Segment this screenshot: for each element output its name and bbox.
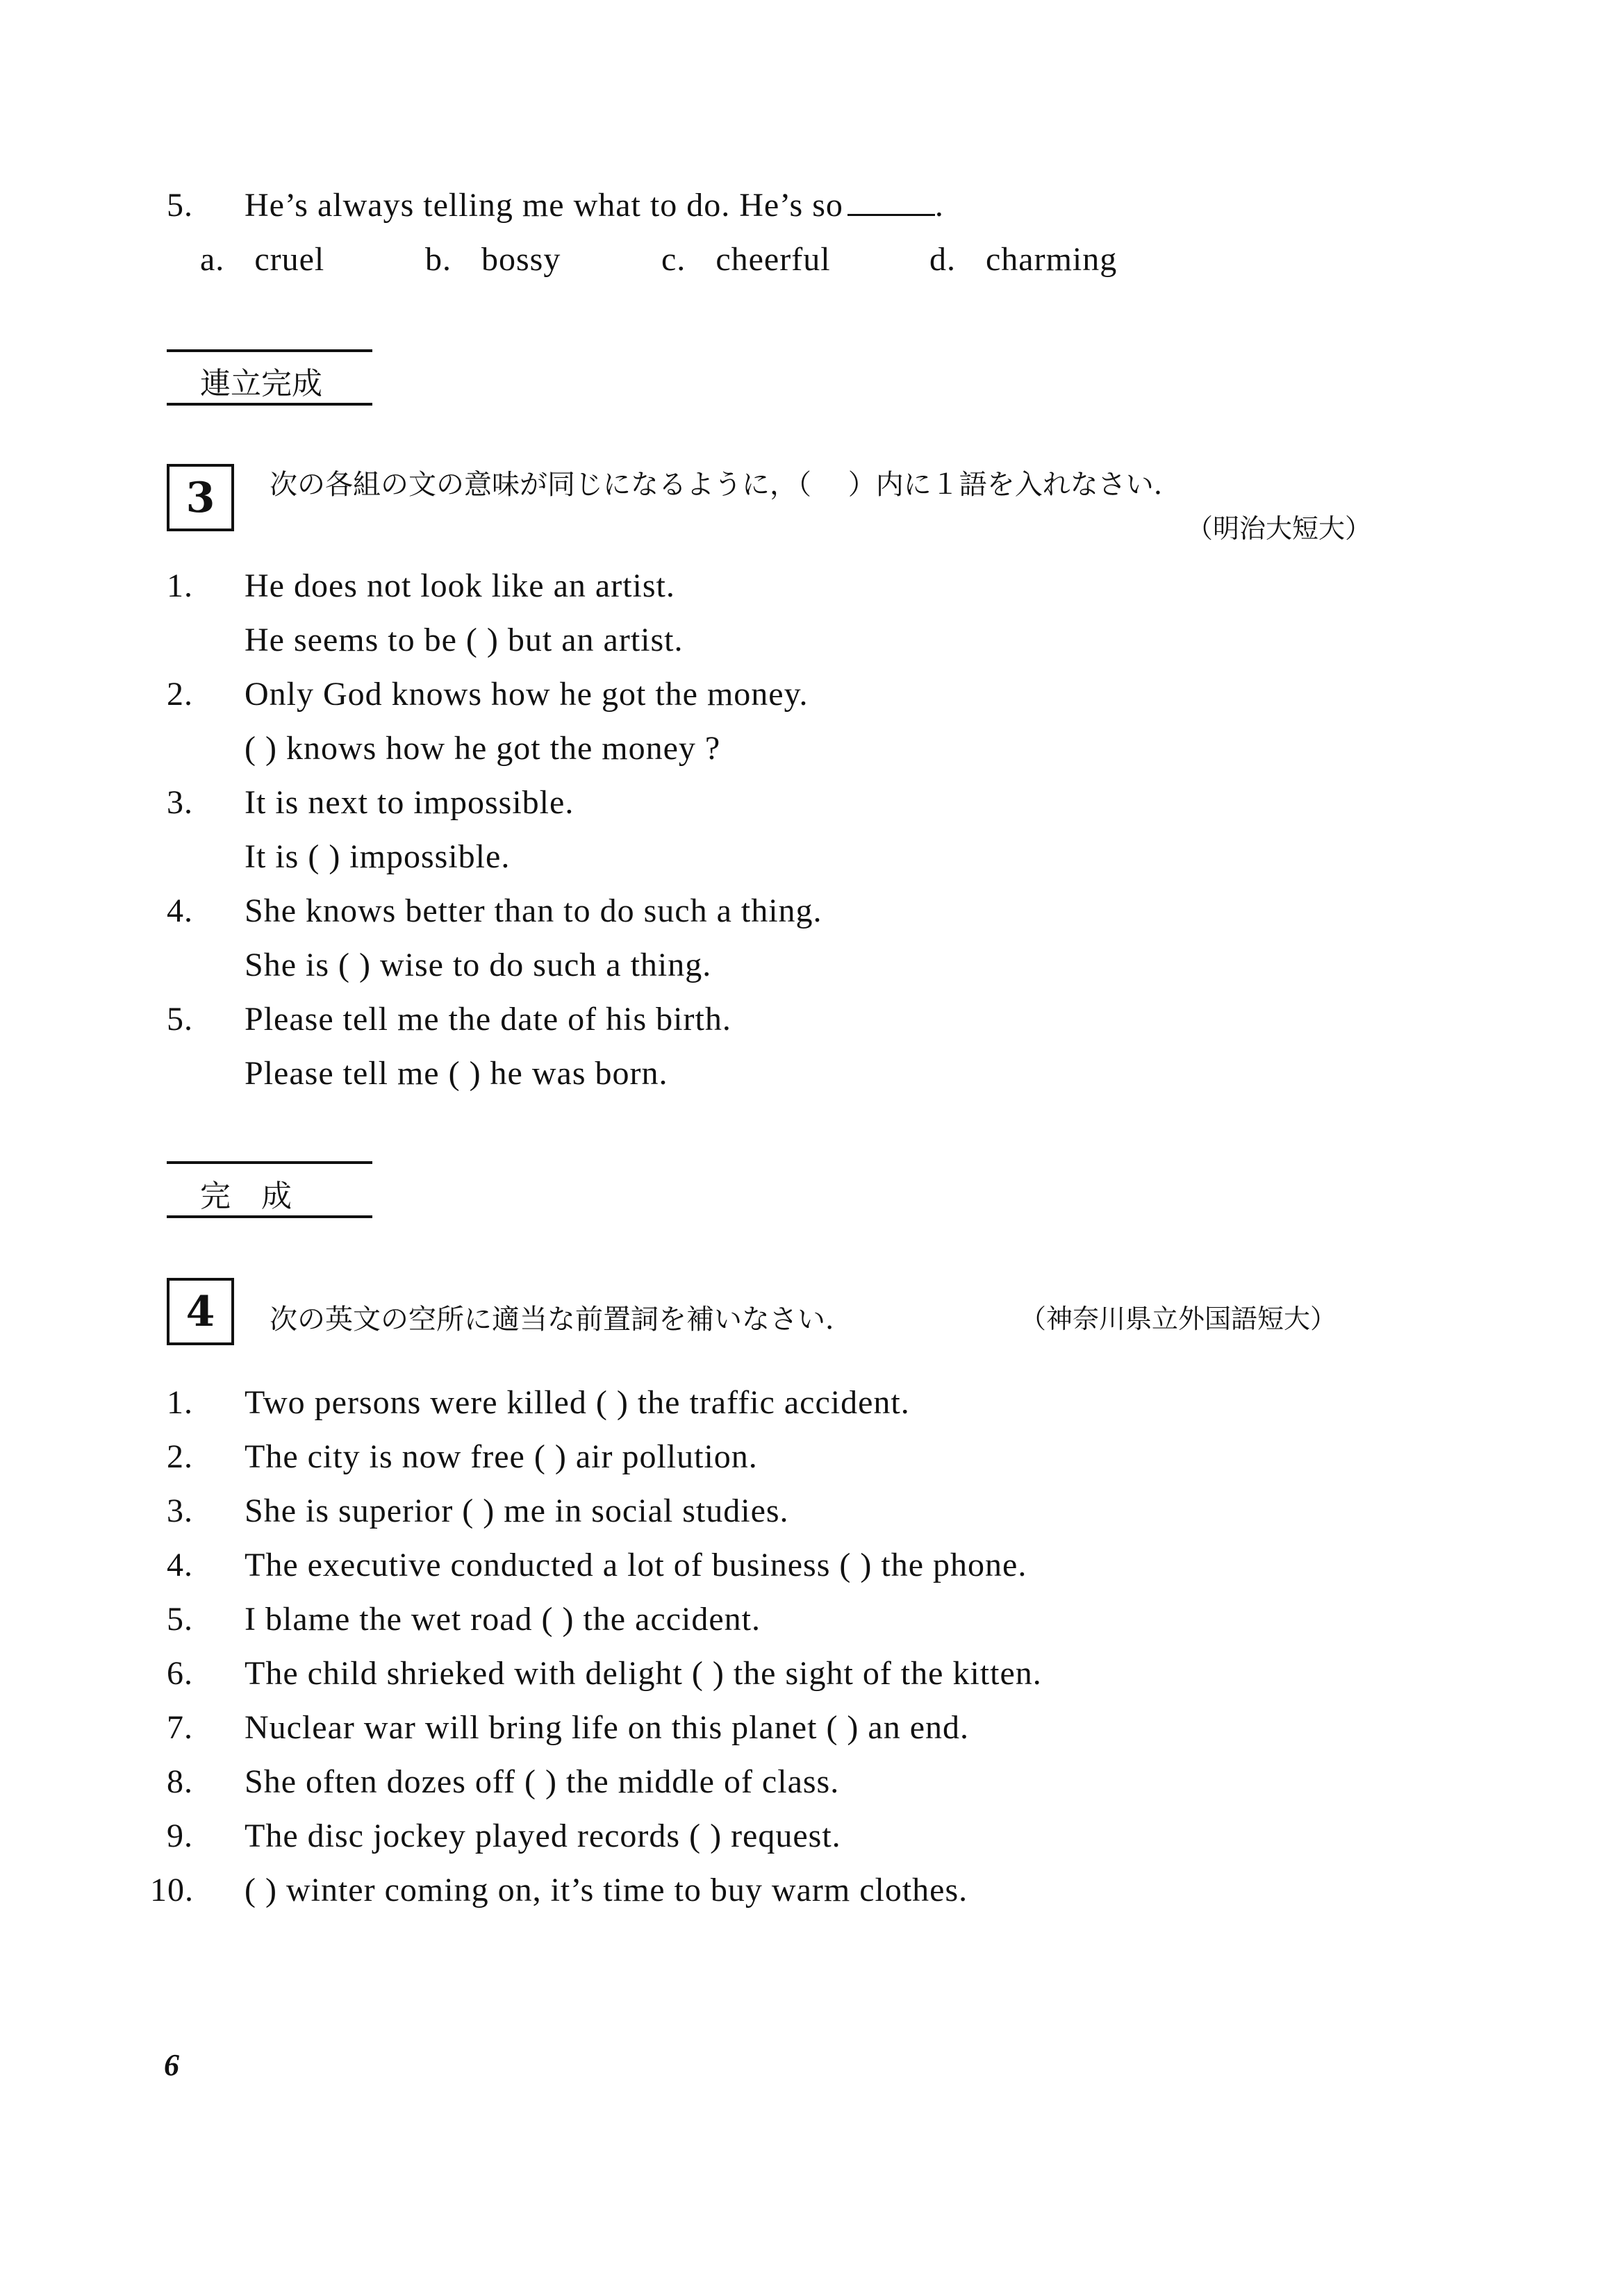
s3-item-2-num: 2. <box>167 676 193 713</box>
top-question-text-before: He’s always telling me what to do. He’s so <box>245 187 843 224</box>
page-number: 6 <box>164 2048 179 2082</box>
s3-item-3-num: 3. <box>167 784 193 821</box>
option-c <box>661 240 831 278</box>
section4-heading-rule-top <box>167 1161 372 1164</box>
section3-number-badge: 3 <box>167 464 234 531</box>
s3-item-2-line1: Only God knows how he got the money. <box>245 676 809 713</box>
s4-item-4-num: 4. <box>167 1547 193 1583</box>
s3-item-4-line2: She is ( ) wise to do such a thing. <box>245 947 712 983</box>
s4-item-8-text: She often dozes off ( ) the middle of class. <box>245 1763 840 1800</box>
s4-item-6-text: The child shrieked with delight ( ) the sight of the kitten. <box>245 1655 1042 1692</box>
option-letter: b. <box>425 241 452 278</box>
s4-item-1-text: Two persons were killed ( ) the traffic accident. <box>245 1384 910 1421</box>
s3-item-4-line1: She knows better than to do such a thing. <box>245 892 822 929</box>
s3-item-1-line2: He seems to be ( ) but an artist. <box>245 622 684 658</box>
s4-item-10-text: ( ) winter coming on, it’s time to buy warm clothes. <box>245 1872 968 1908</box>
section3-heading-rule-bottom <box>167 403 372 406</box>
s4-item-3-text: She is superior ( ) me in social studies. <box>245 1492 789 1529</box>
s4-item-2-text: The city is now free ( ) air pollution. <box>245 1438 758 1475</box>
option-d <box>929 240 1117 278</box>
option-letter: c. <box>661 241 686 278</box>
s4-item-7-num: 7. <box>167 1709 193 1746</box>
section3-source: （明治大短大） <box>1186 513 1372 544</box>
section4-heading-rule-bottom <box>167 1215 372 1218</box>
s3-item-1-line1: He does not look like an artist. <box>245 567 675 604</box>
s3-item-2-line2: ( ) knows how he got the money ? <box>245 730 721 767</box>
s4-item-9-text: The disc jockey played records ( ) request. <box>245 1817 841 1854</box>
option-letter: a. <box>200 241 225 278</box>
s4-item-5-num: 5. <box>167 1601 193 1638</box>
section3-instruction: 次の各組の文の意味が同じになるように，（ ）内に１語を入れなさい． <box>270 469 1182 501</box>
s4-item-7-text: Nuclear war will bring life on this planet ( ) an end. <box>245 1709 970 1746</box>
option-a <box>200 240 324 278</box>
s4-item-9-num: 9. <box>167 1817 193 1854</box>
s4-item-5-text: I blame the wet road ( ) the accident. <box>245 1601 761 1638</box>
option-letter: d. <box>929 241 956 278</box>
s4-item-2-num: 2. <box>167 1438 193 1475</box>
s3-item-5-num: 5. <box>167 1001 193 1038</box>
s3-item-1-num: 1. <box>167 567 193 604</box>
option-text: bossy <box>481 241 561 278</box>
section4-instruction: 次の英文の空所に適当な前置詞を補いなさい． <box>270 1304 853 1336</box>
s4-item-10-num: 10. <box>150 1872 194 1908</box>
top-question-text <box>245 186 944 224</box>
answer-blank <box>847 193 935 216</box>
top-question-number: 5. <box>167 187 193 224</box>
option-text: cruel <box>254 241 325 278</box>
s3-item-5-line2: Please tell me ( ) he was born. <box>245 1055 668 1092</box>
option-text: charming <box>986 241 1118 278</box>
section3-heading-rule-top <box>167 349 372 352</box>
s3-item-3-line1: It is next to impossible. <box>245 784 574 821</box>
option-text: cheerful <box>715 241 831 278</box>
option-b <box>425 240 561 278</box>
section3-heading: 連立完成 <box>200 366 322 401</box>
s4-item-8-num: 8. <box>167 1763 193 1800</box>
s4-item-4-text: The executive conducted a lot of business ( ) the phone. <box>245 1547 1027 1583</box>
s3-item-3-line2: It is ( ) impossible. <box>245 838 511 875</box>
section4-source: （神奈川県立外国語短大） <box>1020 1304 1337 1334</box>
s3-item-5-line1: Please tell me the date of his birth. <box>245 1001 731 1038</box>
s3-item-4-num: 4. <box>167 892 193 929</box>
s4-item-1-num: 1. <box>167 1384 193 1421</box>
section4-number-badge: 4 <box>167 1278 234 1345</box>
s4-item-6-num: 6. <box>167 1655 193 1692</box>
top-question-text-after: . <box>934 187 944 224</box>
section4-heading: 完 成 <box>200 1179 292 1214</box>
s4-item-3-num: 3. <box>167 1492 193 1529</box>
